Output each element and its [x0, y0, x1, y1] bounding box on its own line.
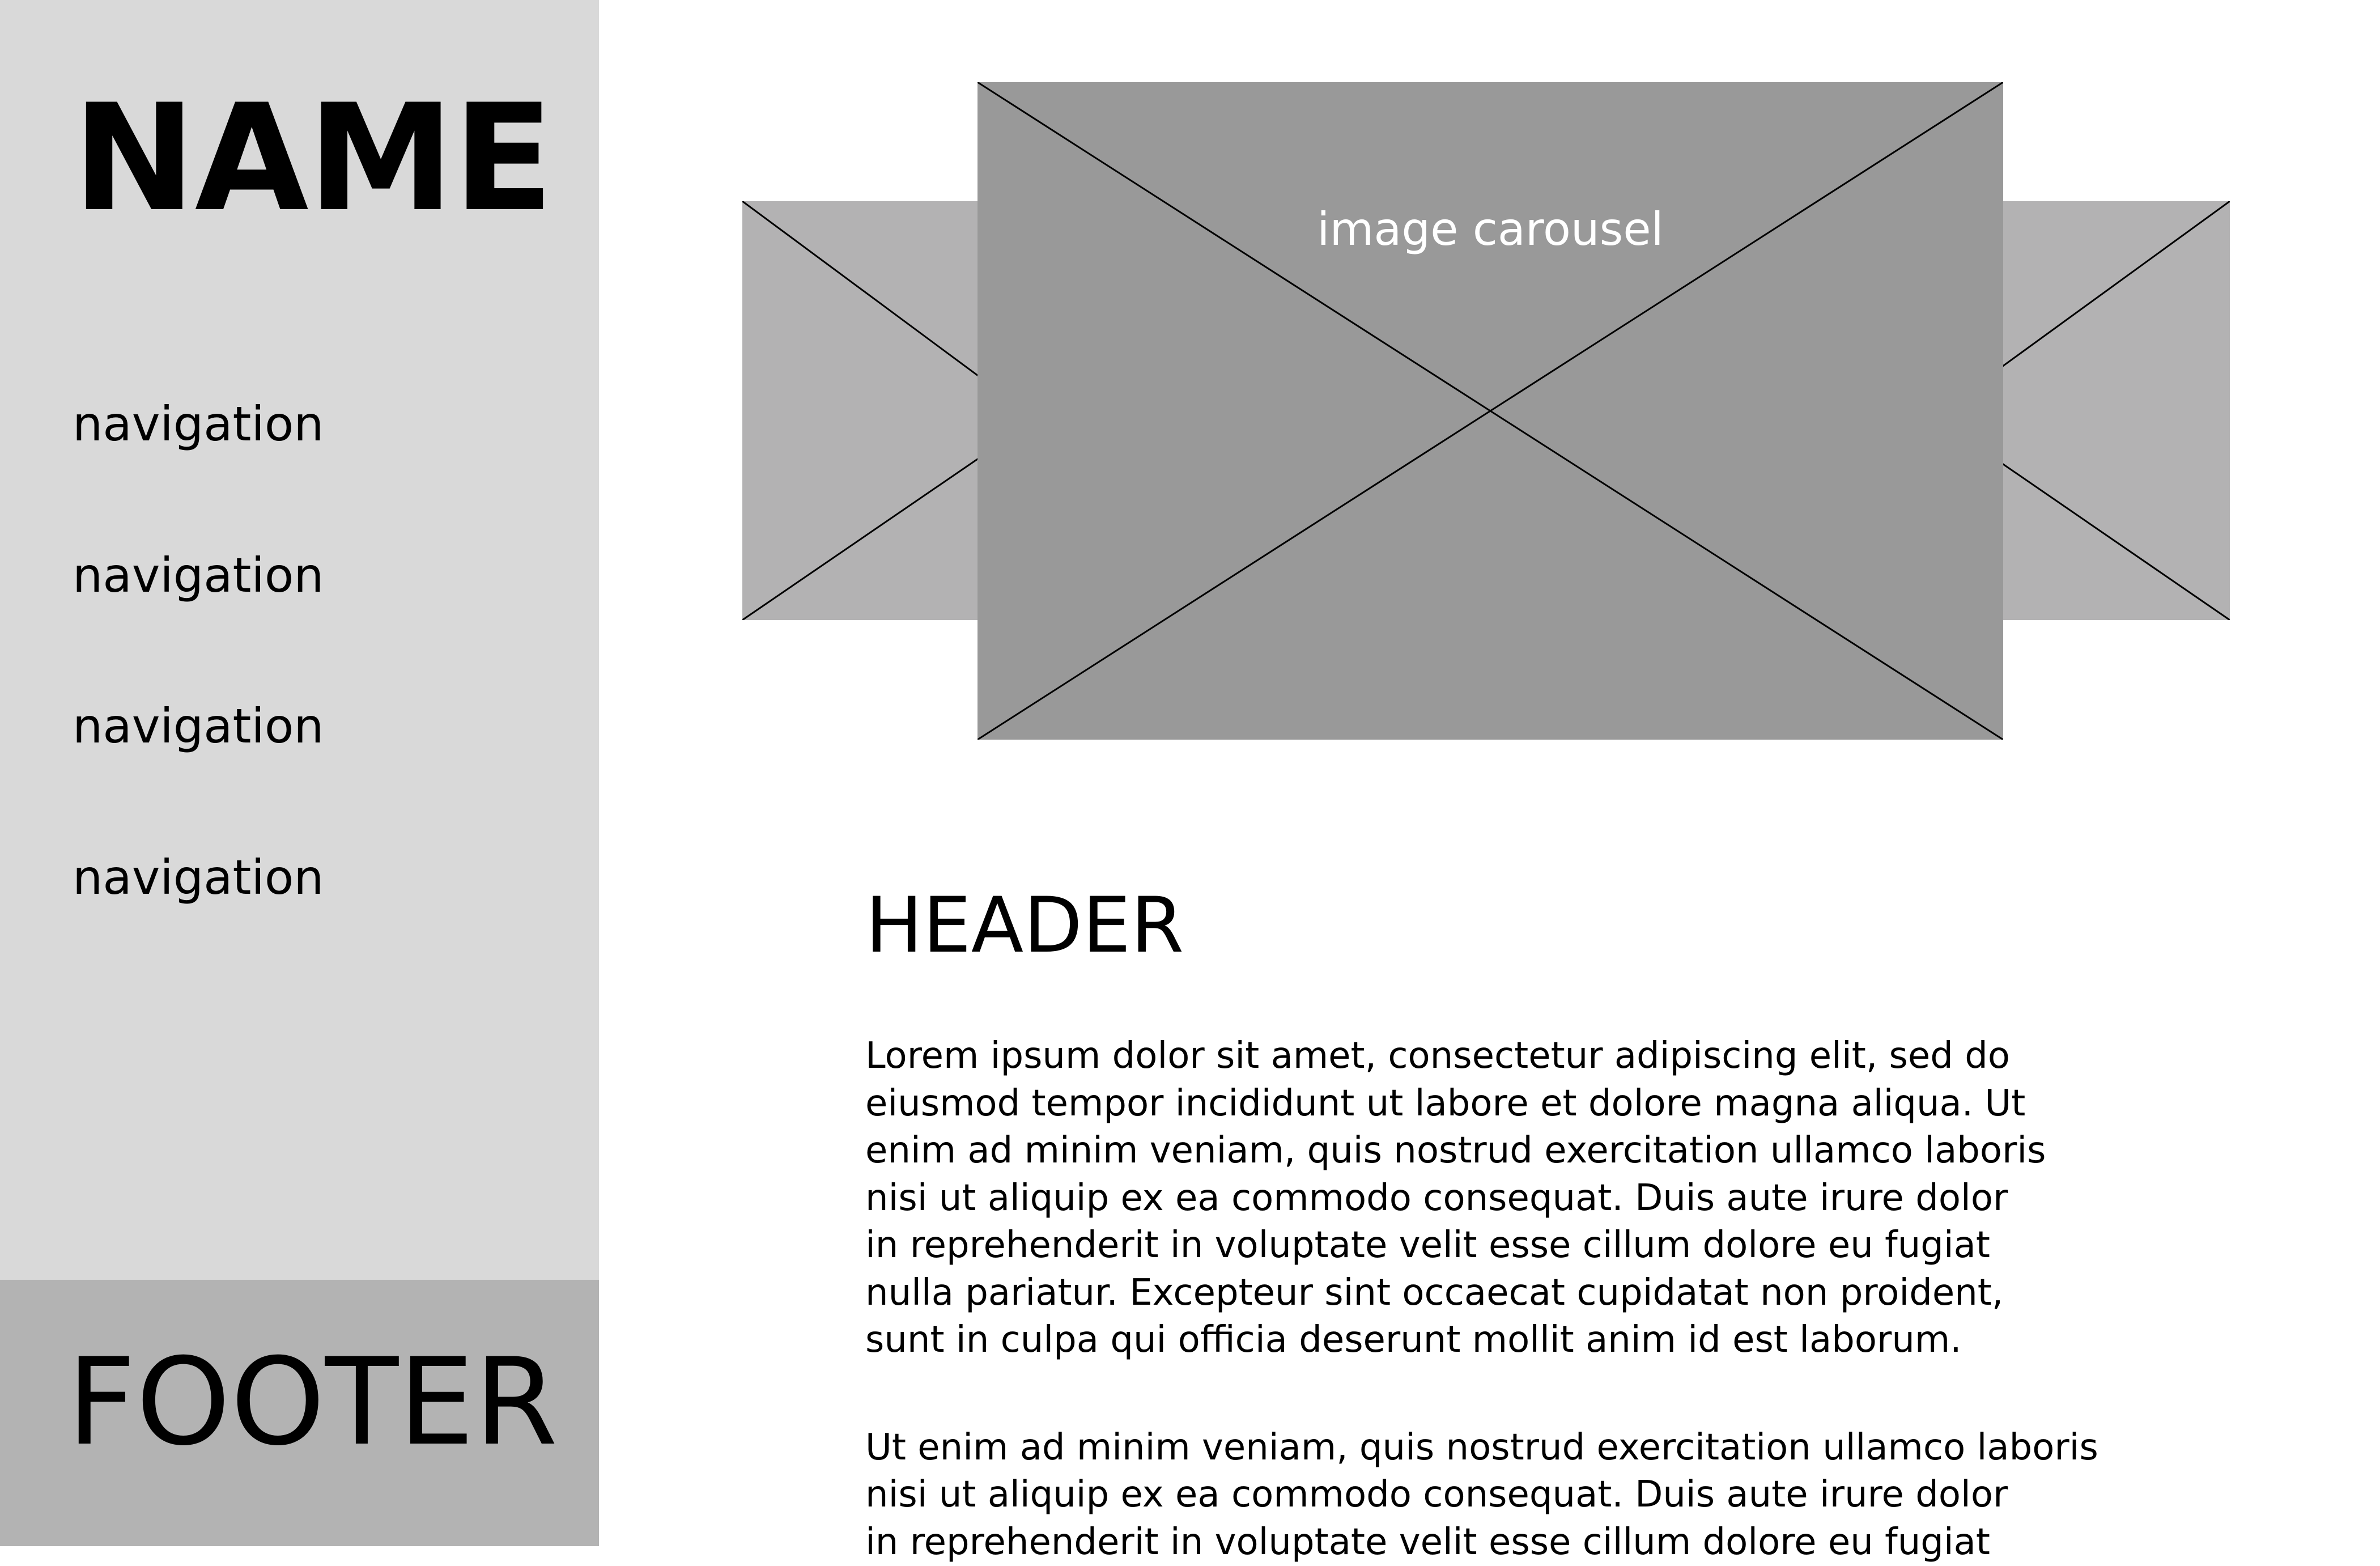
paragraph-line: sunt in culpa qui officia deserunt mollit anim id est laborum.: [865, 1317, 2157, 1364]
carousel-current-slide[interactable]: [978, 82, 2003, 740]
image-carousel: [742, 82, 2230, 740]
main-content: [865, 887, 2157, 1566]
nav-link-3[interactable]: navigation: [73, 702, 324, 750]
paragraph-line: Lorem ipsum dolor sit amet, consectetur adipiscing elit, sed do: [865, 1033, 2157, 1080]
nav-link-4[interactable]: navigation: [73, 854, 324, 901]
paragraph-line: Ut enim ad minim veniam, quis nostrud exercitation ullamco laboris: [865, 1424, 2157, 1472]
paragraph-line: nisi ut aliquip ex ea commodo consequat. Duis aute irure dolor: [865, 1471, 2157, 1519]
paragraph-line: eiusmod tempor incididunt ut labore et dolore magna aliqua. Ut: [865, 1080, 2157, 1128]
paragraph-line: in reprehenderit in voluptate velit esse cillum dolore eu fugiat: [865, 1222, 2157, 1270]
site-name[interactable]: NAME: [73, 85, 552, 232]
nav-link-1[interactable]: navigation: [73, 400, 324, 448]
carousel-label: image carousel: [978, 207, 2003, 252]
image-placeholder-icon: [1972, 201, 2230, 620]
content-header: HEADER: [865, 887, 2157, 964]
image-placeholder-icon: [742, 201, 1003, 620]
image-placeholder-icon: [978, 82, 2003, 740]
nav-link-2[interactable]: navigation: [73, 551, 324, 599]
paragraph-line: enim ad minim veniam, quis nostrud exercitation ullamco laboris: [865, 1127, 2157, 1175]
footer: [0, 1280, 599, 1546]
carousel-next-slide[interactable]: [1972, 201, 2230, 620]
paragraph-line: nulla pariatur. Excepteur sint occaecat cupidatat non proident,: [865, 1270, 2157, 1317]
carousel-previous-slide[interactable]: [742, 201, 1003, 620]
paragraph-1: [865, 1033, 2157, 1364]
footer-label: FOOTER: [67, 1342, 558, 1462]
sidebar: [0, 0, 599, 1546]
paragraph-2: [865, 1424, 2157, 1566]
paragraph-line: in reprehenderit in voluptate velit esse cillum dolore eu fugiat: [865, 1519, 2157, 1566]
paragraph-line: nisi ut aliquip ex ea commodo consequat. Duis aute irure dolor: [865, 1175, 2157, 1223]
